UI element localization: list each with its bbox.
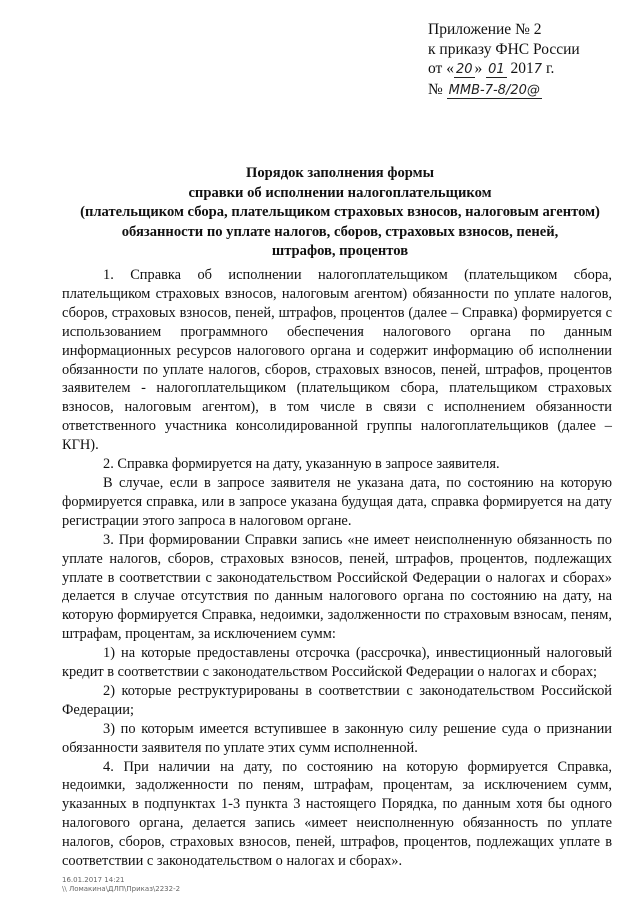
date-year-suffix: 7 <box>533 62 543 77</box>
appendix-order-ref: к приказу ФНС России <box>428 40 580 58</box>
document-title <box>40 164 640 262</box>
appendix-number <box>428 80 628 101</box>
paragraph-2: 2. Справка формируется на дату, указанную в запросе заявителя. <box>103 456 500 473</box>
title-line-3: (плательщиком сбора, плательщиком страховых взносов, налоговым агентом) <box>80 204 600 220</box>
footer-path: \\ Ломакина\ДЛП\Приказ\2232-2 <box>62 885 181 893</box>
date-day: 20 <box>455 62 473 77</box>
date-suffix: г. <box>545 60 555 77</box>
paragraph-7: 3) по которым имеется вступившее в законную силу решение суда о признании обязанности заявителя по уплате этих сумм исполненной. <box>62 720 612 756</box>
paragraph-1: 1. Справка об исполнении налогоплательщиком (плательщиком сбора, плательщиком страховых взносов, налоговым агентом) обязанности по уплате налогов, сборов, страховых взносов, пеней, штрафов, процентов (далее – Справка) формируется с использованием программного обеспечения налогового органа по данным информационных ресурсов налогового органа и содержит информацию об исполнении обязанности по уплате налогов, сборов, страховых взносов, пеней, штрафов, процентов заявителем - налогоплательщиком (плательщиком сбора, плательщиком страховых взносов, налоговым агентом), в том числе в связи с исполнением обязанности ответственного участника консолидированной группы налогоплательщиков (далее – КГН). <box>62 267 612 454</box>
paragraph-8: 4. При наличии на дату, по состоянию на которую формируется Справка, недоимки, задолженности по пеням, штрафам, процентам, за исключением сумм, указанных в подпунктах 1-3 пункта 3 настоящего Порядка, по данным хотя бы одного налогового органа, делается запись «имеет неисполненную обязанность по уплате налогов, сборов, страховых взносов, пеней, штрафов, процентов, подлежащих уплате в соответствии с законодательством о налогах и сборах». <box>62 758 612 870</box>
paragraph-6: 2) которые реструктурированы в соответствии с законодательством Российской Федерации; <box>62 682 612 718</box>
paragraph-3: В случае, если в запросе заявителя не указана дата, по состоянию на которую формируется справка, или в запросе указана будущая дата, справка формируется на дату регистрации этого запроса в налоговом органе. <box>62 474 612 529</box>
appendix-header <box>428 20 628 100</box>
title-line-2: справки об исполнении налогоплательщиком <box>188 184 492 201</box>
title-line-4: обязанности по уплате налогов, сборов, страховых взносов, пеней, <box>121 223 559 240</box>
footer-timestamp: 16.01.2017 14:21 <box>62 876 125 884</box>
number-value: ММВ-7-8/20@ <box>448 82 540 98</box>
paragraph-5: 1) на которые предоставлены отсрочка (рассрочка), инвестиционный налоговый кредит в соответствии с законодательством Российской Федерации о налогах и сборах; <box>62 645 612 681</box>
date-prefix: от « <box>428 60 454 77</box>
file-footer <box>62 876 262 894</box>
date-month: 01 <box>488 62 505 77</box>
date-sep: » <box>474 60 483 77</box>
document-body <box>62 266 612 871</box>
number-prefix: № <box>428 80 443 98</box>
appendix-date <box>428 59 628 80</box>
date-year-prefix: 201 <box>510 60 534 77</box>
appendix-title: Приложение № 2 <box>428 21 542 38</box>
paragraph-4: 3. При формировании Справки запись «не имеет неисполненную обязанность по уплате налогов, сборов, страховых взносов, пеней, штрафов, процентов, подлежащих уплате в соответствии с законодательством Российской Федерации о налогах и сборах» делается в случае отсутствия по данным налогового органа по состоянию на дату, на которую формируется Справка, недоимки, задолженности по страховым взносам, пеням, штрафам, процентам, за исключением сумм: <box>62 531 612 643</box>
title-line-5: штрафов, процентов <box>271 243 409 259</box>
title-line-1: Порядок заполнения формы <box>246 165 434 181</box>
